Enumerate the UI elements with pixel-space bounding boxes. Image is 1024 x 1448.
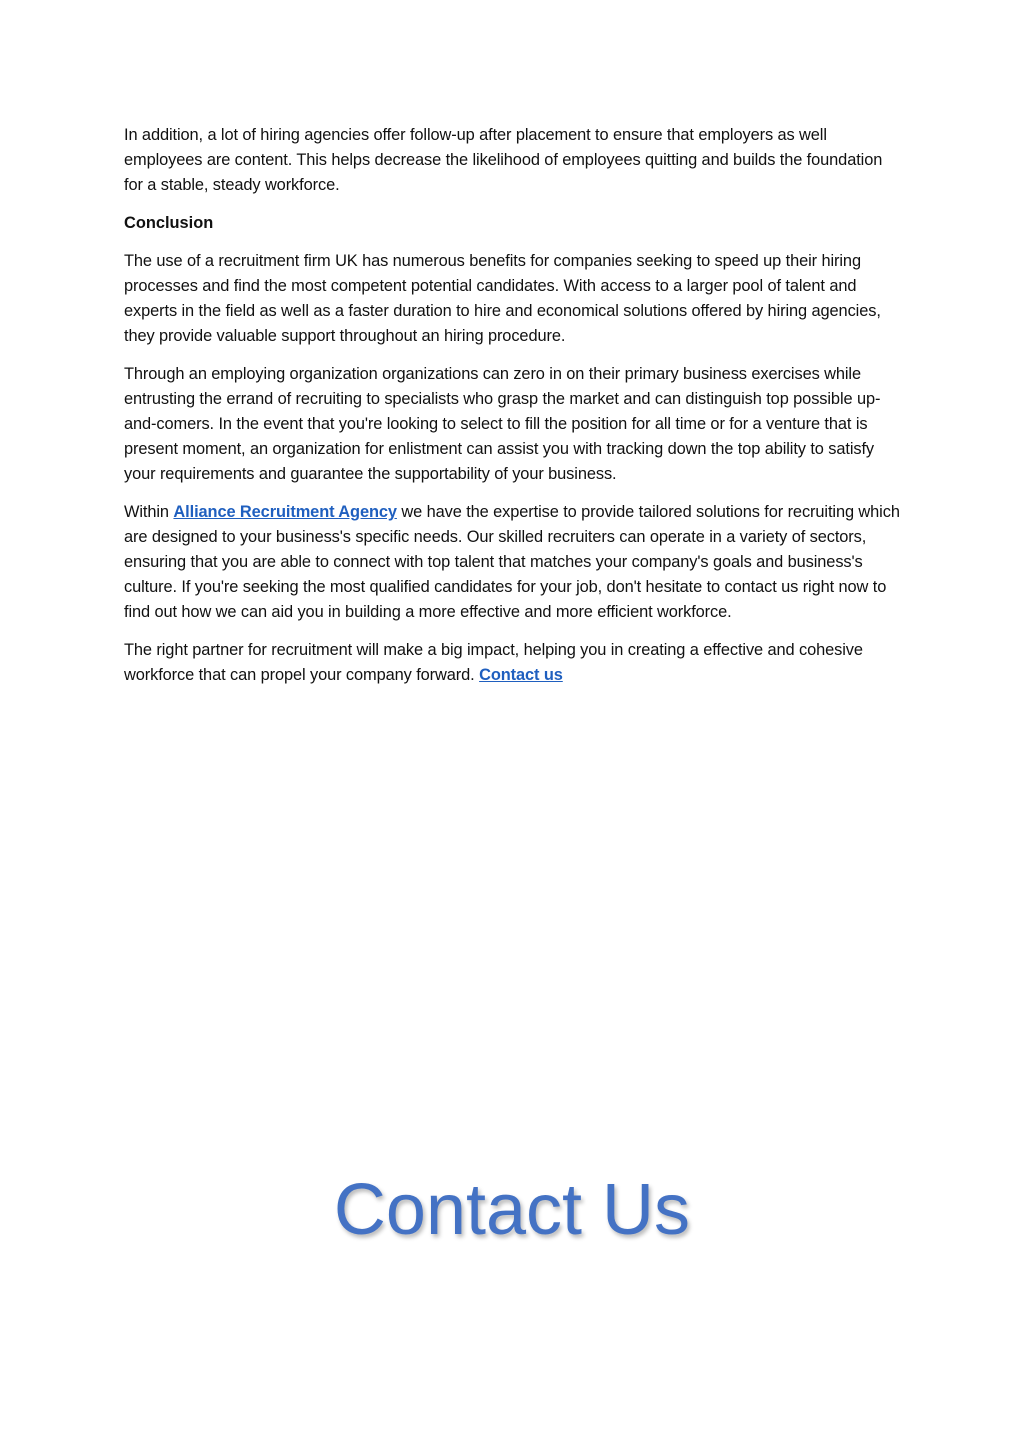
document-body — [124, 123, 904, 701]
paragraph-organizations: Through an employing organization organizations can zero in on their primary business exercises while entrusting the errand of recruiting to specialists who grasp the market and can distinguish top possible up-and-comers. In the event that you're looking to select to fill the position for all time or for a venture that is present moment, an organization for enlistment can assist you with tracking down the top ability to satisfy your requirements and guarantee the supportability of your business. — [124, 365, 881, 483]
paragraph-right-partner-text: The right partner for recruitment will make a big impact, helping you in creating a effective and cohesive workforce that can propel your company forward. — [124, 641, 863, 684]
conclusion-heading: Conclusion — [124, 214, 214, 232]
contact-us-banner: Contact Us — [333, 1170, 691, 1250]
paragraph-benefits: The use of a recruitment firm UK has numerous benefits for companies seeking to speed up their hiring processes and find the most competent potential candidates. With access to a larger pool of talent and experts in the field as well as a faster duration to hire and economical solutions offered by hiring agencies, they provide valuable support throughout an hiring procedure. — [124, 252, 881, 345]
contact-us-link[interactable]: Contact us — [479, 666, 563, 684]
alliance-recruitment-agency-link[interactable]: Alliance Recruitment Agency — [173, 503, 397, 521]
paragraph-alliance — [124, 500, 904, 625]
paragraph-right-partner — [124, 638, 904, 688]
paragraph-follow-up: In addition, a lot of hiring agencies offer follow-up after placement to ensure that employers as well employees are content. This helps decrease the likelihood of employees quitting and builds the foundation for a stable, steady workforce. — [124, 126, 883, 194]
paragraph-alliance-prefix: Within — [124, 503, 169, 521]
paragraph-alliance-rest: we have the expertise to provide tailored solutions for recruiting which are designed to your business's specific needs. Our skilled recruiters can operate in a variety of sectors, ensuring that you are able to connect with top talent that matches your company's goals and business's culture. If you're seeking the most qualified candidates for your job, don't hesitate to contact us right now to find out how we can aid you in building a more effective and more efficient workforce. — [124, 503, 900, 621]
